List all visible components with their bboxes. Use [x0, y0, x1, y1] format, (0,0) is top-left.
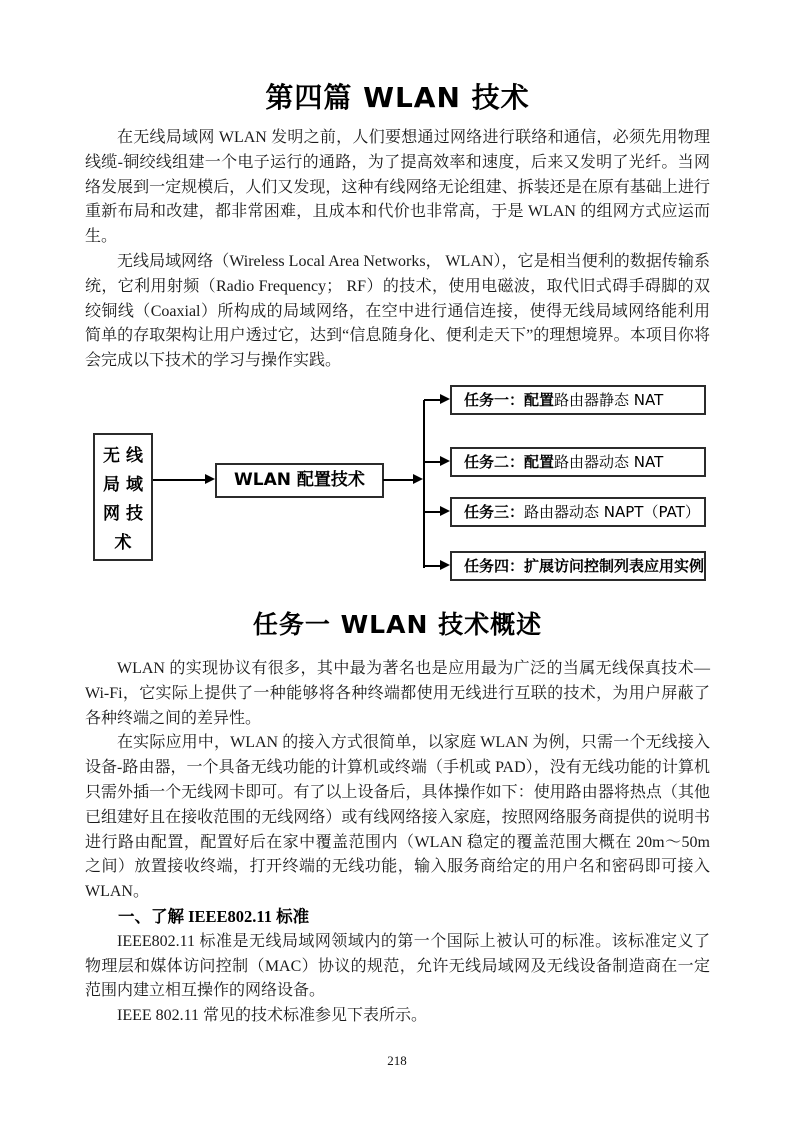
subsection-heading: 一、了解 IEEE802.11 标准: [118, 906, 310, 926]
root-box-line-3: 网 技: [103, 503, 143, 524]
task-box-2: [450, 447, 706, 477]
task-box-1: [450, 385, 706, 415]
task-1-label-bold: 任务一：配置: [464, 390, 555, 409]
diagram-center-box: WLAN 配置技术: [215, 463, 384, 498]
arrow-right-icon: [424, 461, 440, 463]
task-2-label-bold: 任务二：配置: [464, 452, 555, 471]
connector-trunk-line: [423, 400, 425, 568]
task-3-label-bold: 任务三：: [464, 502, 525, 521]
paragraph-section-1: WLAN 的实现协议有很多，其中最为著名也是应用最为广泛的当属无线保真技术—Wi-Fi，它实际上提供了一种能够将各种终端都使用无线进行互联的技术，为用户屏蔽了各种终端之间的差异性。: [85, 659, 710, 727]
page-title: 第四篇 WLAN 技术: [265, 81, 530, 114]
task-4-label-bold: 任务四：扩展访问控制列表应用实例: [464, 556, 705, 575]
arrow-right-icon: [424, 565, 440, 567]
arrow-right-icon: [424, 399, 440, 401]
paragraph-section-2: 在实际应用中，WLAN 的接入方式很简单，以家庭 WLAN 为例，只需一个无线接入设备-路由器，一个具备无线功能的计算机或终端（手机或 PAD），没有无线功能的计算机只需外插一个无线网卡即可。有了以上设备后，具体操作如下：使用路由器将热点（其他已组建好且在接收范围的无线网络）或有线网络接入家庭，按照网络服务商提供的说明书进行路由配置，配置好后在家中覆盖范围内（WLAN 稳定的覆盖范围大概在 20m～50m 之间）放置接收终端，打开终端的无线功能，输入服务商给定的用户名和密码即可接入 WLAN。: [85, 734, 710, 901]
root-box-line-1: 无 线: [103, 445, 143, 466]
paragraph-standard-2: IEEE 802.11 常见的技术标准参见下表所示。: [117, 1007, 428, 1025]
page-content: [85, 0, 710, 1029]
paragraph-intro-2: 无线局域网络（Wireless Local Area Networks， WLAN），它是相当便利的数据传输系统，它利用射频（Radio Frequency； RF）的技术，使用电磁波，取代旧式碍手碍脚的双绞铜线（Coaxial）所构成的局域网络，在空中进行通信连接，使得无线局域网络能利用简单的存取架构让用户透过它，达到“信息随身化、便利走天下”的理想境界。本项目你将会完成以下技术的学习与操作实践。: [85, 252, 710, 370]
root-box-line-4: 术: [114, 532, 132, 553]
root-box-line-2: 局 域: [103, 474, 143, 495]
task-2-label: 路由器动态 NAT: [554, 452, 664, 471]
page-number: 218: [387, 1053, 407, 1068]
arrow-right-icon: [383, 479, 413, 481]
task-3-label: 路由器动态 NAPT（PAT）: [524, 502, 700, 521]
task-1-label: 路由器静态 NAT: [554, 390, 664, 409]
arrow-right-icon: [424, 511, 440, 513]
task-box-3: [450, 497, 706, 527]
task-diagram: [85, 384, 710, 584]
paragraph-intro-1: 在无线局域网 WLAN 发明之前，人们要想通过网络进行联络和通信，必须先用物理线缆-铜绞线组建一个电子运行的通路，为了提高效率和速度，后来又发明了光纤。当网络发展到一定规模后，人们又发现，这种有线网络无论组建、拆装还是在原有基础上进行重新布局和改建，都非常困难，且成本和代价也非常高，于是 WLAN 的组网方式应运而生。: [85, 129, 710, 246]
arrow-right-icon: [153, 479, 205, 481]
paragraph-standard-1: IEEE802.11 标准是无线局域网领域内的第一个国际上被认可的标准。该标准定义了物理层和媒体访问控制（MAC）协议的规范，允许无线局域网及无线设备制造商在一定范围内建立相互操作的网络设备。: [85, 932, 710, 1000]
section-title: 任务一 WLAN 技术概述: [252, 609, 543, 639]
task-box-4: [450, 551, 706, 581]
diagram-root-box: [93, 433, 153, 561]
